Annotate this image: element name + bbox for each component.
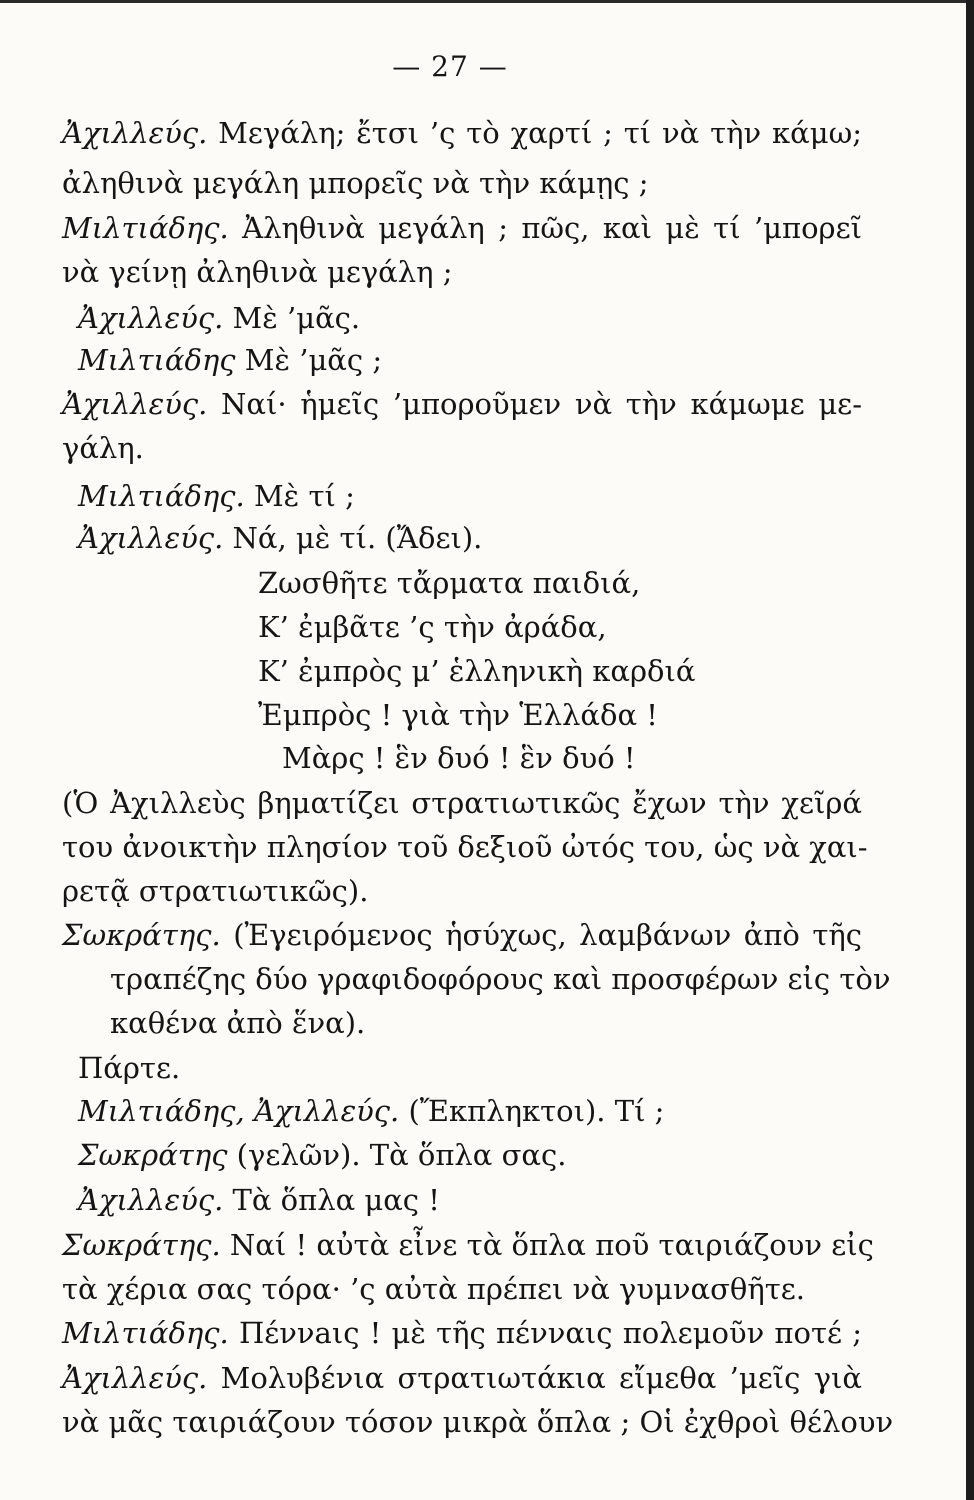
- line-text: Κ’ ἐμπρὸς μ’ ἑλληνικὴ καρδιά: [258, 654, 696, 688]
- text-line: [62, 384, 862, 424]
- stage-direction-line: [62, 871, 368, 911]
- speaker-name: Σωκράτης.: [62, 1228, 221, 1262]
- line-text: (Ἐγειρόμενος ἡσύχως, λαμβάνων ἀπὸ τῆς: [220, 918, 862, 952]
- speaker-name: Μιλτιάδης.: [78, 479, 245, 513]
- line-text: Ζωσθῆτε τἄρματα παιδιά,: [258, 566, 641, 600]
- page-number: — 27 —: [392, 50, 508, 83]
- line-text: γάλη.: [62, 431, 144, 465]
- line-text: τραπέζης δύο γραφιδοφόρους καὶ προσφέρων εἰς τὸν: [110, 962, 891, 996]
- text-line: [62, 915, 862, 955]
- verse-line: [258, 607, 607, 647]
- text-line: [78, 1048, 180, 1088]
- line-text: Μὲ ’μᾶς.: [223, 301, 361, 335]
- stage-direction-line: [110, 1003, 365, 1043]
- verse-line: [282, 738, 636, 778]
- line-text: Μὲ ’μᾶς ;: [235, 343, 383, 377]
- text-line: [78, 476, 355, 516]
- line-text: Νά, μὲ τί. (Ἄδει).: [223, 521, 483, 555]
- line-text: Κ’ ἐμβᾶτε ’ς τὴν ἀράδα,: [258, 610, 607, 644]
- speaker-name: Μιλτιάδης: [78, 343, 236, 377]
- stage-direction-line: [62, 827, 868, 867]
- text-line: [62, 163, 649, 203]
- text-line: [78, 1135, 566, 1175]
- text-line: [78, 298, 360, 338]
- speaker-name: Ἀχιλλεύς.: [62, 387, 208, 421]
- speaker-name: Ἀχιλλεύς.: [78, 521, 224, 555]
- line-text: τὰ χέρια σας τόρα· ’ς αὐτὰ πρέπει νὰ γυμνασθῆτε.: [62, 1272, 805, 1306]
- line-text: Μεγάλη; ἔτσι ’ς τὸ χαρτί ; τί νὰ τὴν κάμω;: [207, 116, 862, 150]
- text-line: [78, 518, 482, 558]
- speaker-name: Ἀχιλλεύς.: [62, 1361, 208, 1395]
- stage-direction-line: [62, 783, 862, 823]
- speaker-name: Μιλτιάδης.: [62, 1316, 229, 1350]
- text-line: [78, 1180, 440, 1220]
- speaker-name: Ἀχιλλεύς.: [62, 116, 208, 150]
- line-text: (Ἔκπληκτοι). Τί ;: [399, 1094, 665, 1128]
- line-text: Μὰρς ! ἓν δυό ! ἓν δυό !: [282, 741, 636, 775]
- text-line: [62, 113, 862, 153]
- line-text: Πάρτε.: [78, 1051, 181, 1085]
- text-line: [62, 1313, 862, 1353]
- stage-direction-line: [110, 959, 891, 999]
- text-line: [62, 252, 453, 292]
- speaker-name: Μιλτιάδης, Ἀχιλλεύς.: [78, 1094, 400, 1128]
- line-text: Ναί· ἡμεῖς ’μποροῦμεν νὰ τὴν κάμωμε με-: [207, 387, 862, 421]
- line-text: Μολυβένια στρατιωτάκια εἴμεθα ’μεῖς γιὰ: [207, 1361, 862, 1395]
- text-line: [62, 1402, 894, 1442]
- verse-line: [258, 563, 640, 603]
- line-text: (Ὁ Ἀχιλλεὺς βηματίζει στρατιωτικῶς ἔχων τὴν χεῖρά: [62, 786, 862, 820]
- speaker-name: Σωκράτης: [78, 1138, 228, 1172]
- scan-top-edge: [0, 0, 974, 3]
- line-text: Ναί ! αὐτὰ εἶνε τὰ ὅπλα ποῦ ταιριάζουν εἰς: [220, 1228, 874, 1262]
- text-line: [62, 1358, 862, 1398]
- speaker-name: Ἀχιλλεύς.: [78, 301, 224, 335]
- line-text: Πέννaις ! μὲ τῆς πένναις πολεμοῦν ποτέ ;: [228, 1316, 862, 1350]
- line-text: Τὰ ὅπλα μας !: [223, 1183, 440, 1217]
- text-line: [62, 428, 144, 468]
- speaker-name: Ἀχιλλεύς.: [78, 1183, 224, 1217]
- text-line: [62, 1269, 805, 1309]
- line-text: νὰ γείνῃ ἀληθινὰ μεγάλη ;: [62, 255, 453, 289]
- line-text: νὰ μᾶς ταιριάζουν τόσον μικρὰ ὅπλα ; Οἱ ἐχθροὶ θέλουν: [62, 1405, 894, 1439]
- line-text: ἀληθινὰ μεγάλη μπορεῖς νὰ τὴν κάμῃς ;: [62, 166, 649, 200]
- text-line: [62, 1225, 874, 1265]
- line-text: (γελῶν). Τὰ ὅπλα σας.: [227, 1138, 567, 1172]
- line-text: του ἀνοικτὴν πλησίον τοῦ δεξιοῦ ὠτός του, ὡς νὰ χαι-: [62, 830, 868, 864]
- text-line: [78, 340, 382, 380]
- scan-right-edge: [966, 0, 974, 1500]
- speaker-name: Μιλτιάδης.: [62, 211, 229, 245]
- text-line: [62, 208, 862, 248]
- line-text: Ἀληθινὰ μεγάλη ; πῶς, καὶ μὲ τί ’μπορεῖ: [228, 211, 862, 245]
- verse-line: [258, 651, 695, 691]
- line-text: Ἐμπρὸς ! γιὰ τὴν Ἑλλάδα !: [258, 698, 658, 732]
- line-text: καθένα ἀπὸ ἕνα).: [110, 1006, 366, 1040]
- speaker-name: Σωκράτης.: [62, 918, 221, 952]
- line-text: ρετᾷ στρατιωτικῶς).: [62, 874, 369, 908]
- verse-line: [258, 695, 658, 735]
- line-text: Μὲ τί ;: [244, 479, 355, 513]
- text-line: [78, 1091, 664, 1131]
